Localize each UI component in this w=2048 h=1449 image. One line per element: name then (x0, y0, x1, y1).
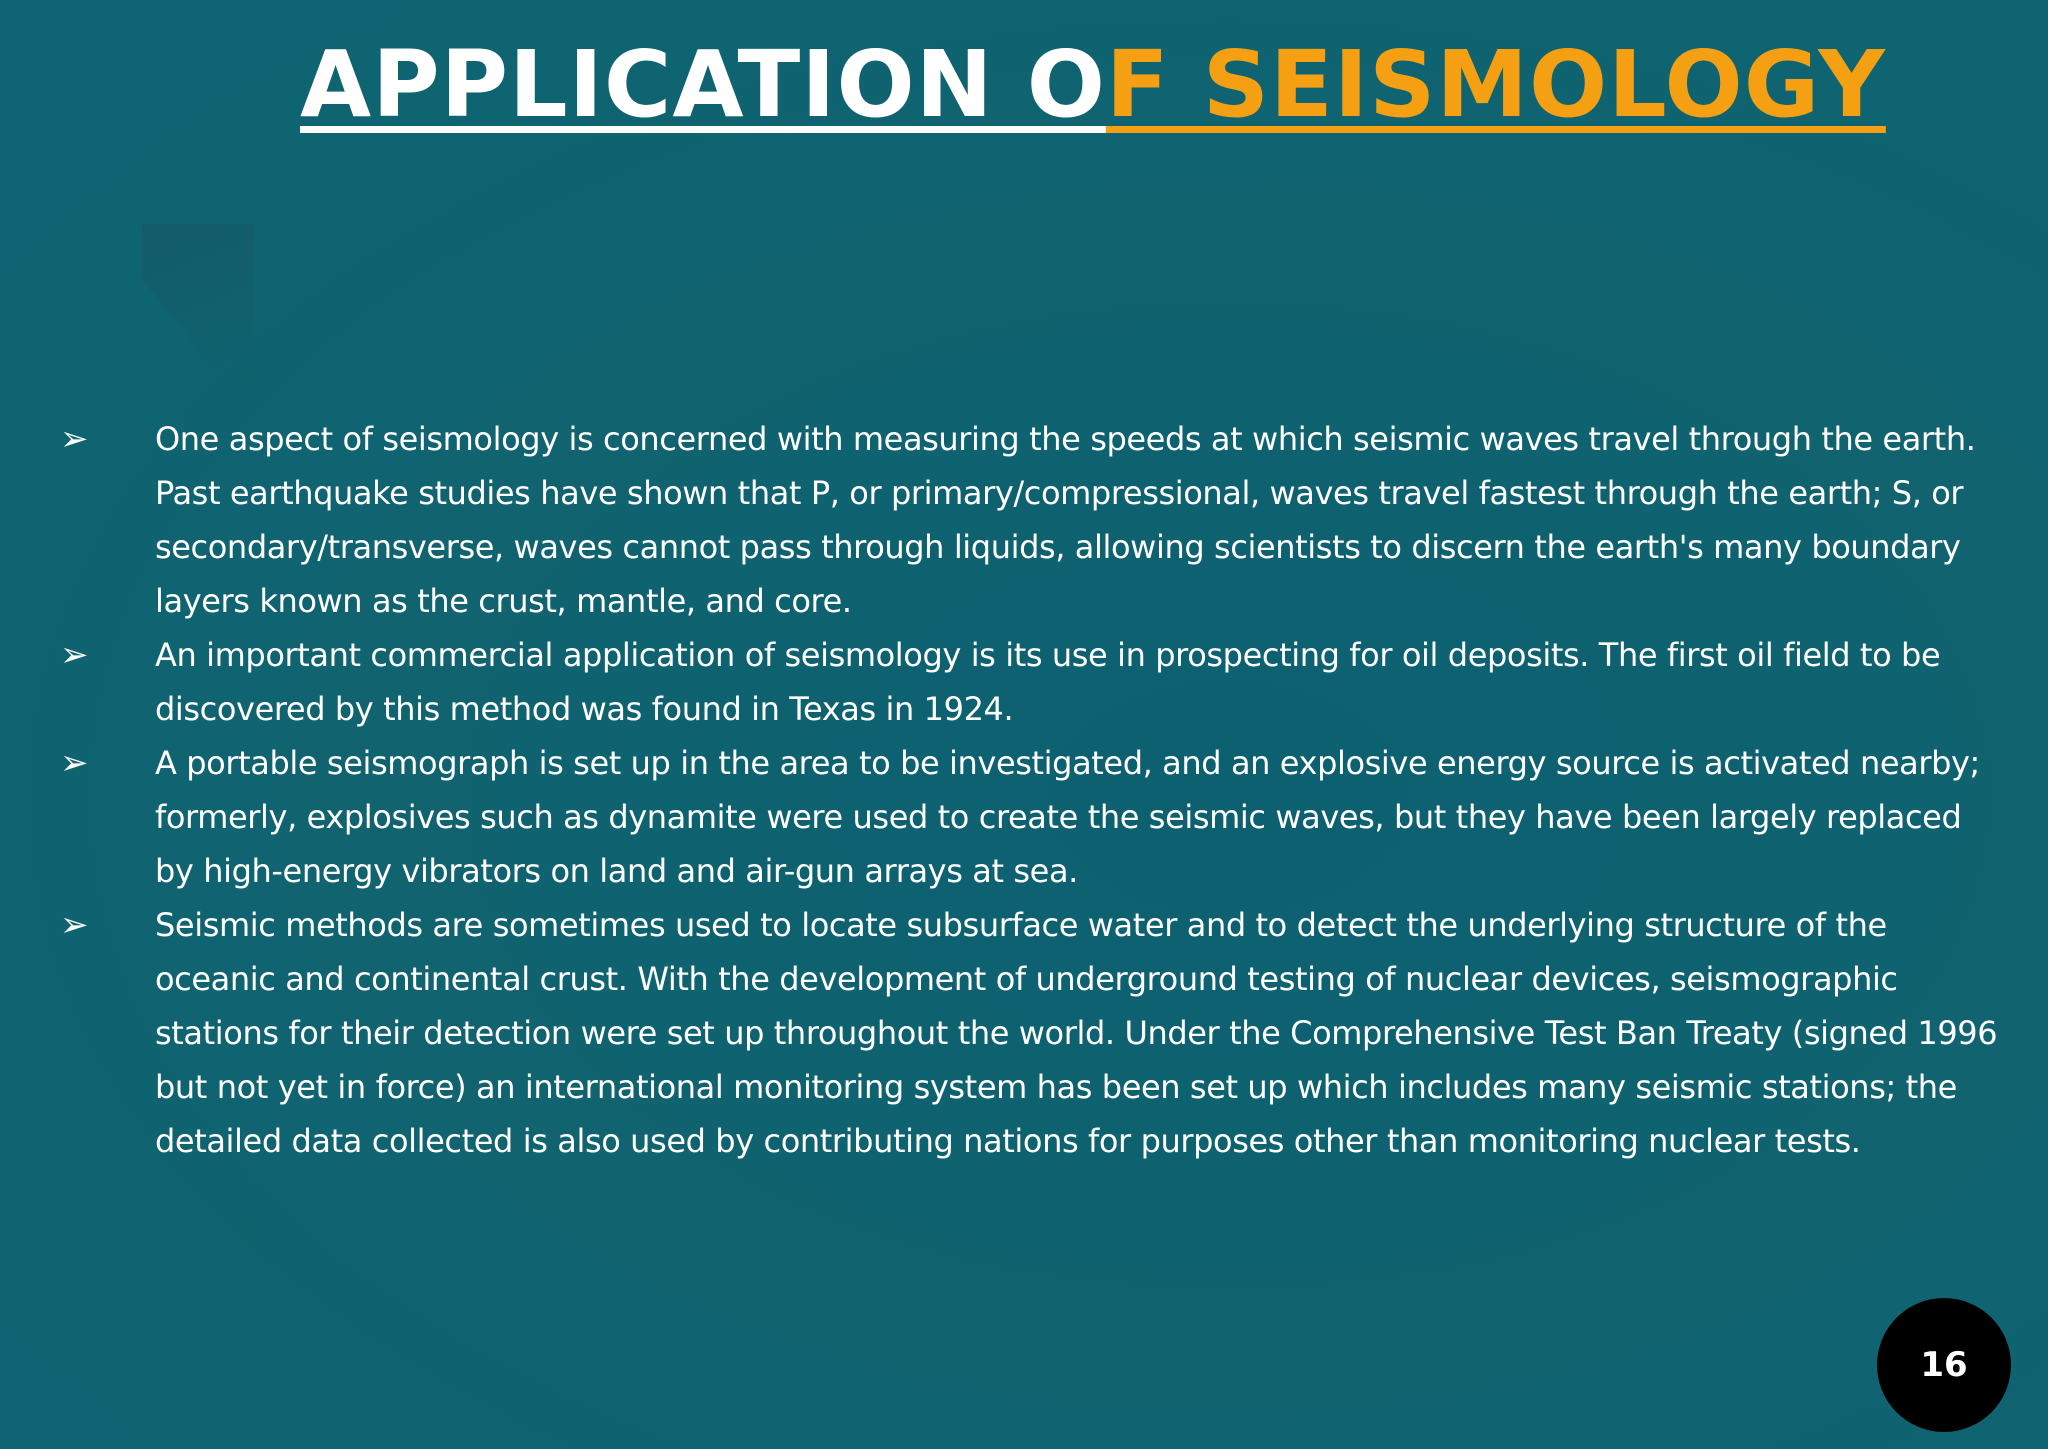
page-number-badge: 16 (1877, 1298, 2011, 1432)
arrowhead-bullet-icon: ➢ (60, 635, 89, 675)
arrowhead-bullet-icon: ➢ (60, 743, 89, 783)
bullet-text: One aspect of seismology is concerned with measuring the speeds at which seismic waves travel through the earth. Past earthquake studies have shown that P, or primary/compressional, waves travel fastest through the earth; S, or secondary/transverse, waves cannot pass through liquids, allowing scientists to discern the earth's many boundary layers known as the crust, mantle, and core. (155, 420, 1976, 620)
slide-title-part1: APPLICATION O (300, 31, 1106, 138)
decorative-shape (142, 224, 254, 362)
bullet-item (60, 628, 2000, 736)
bullet-item (60, 736, 2000, 898)
bullet-text: Seismic methods are sometimes used to locate subsurface water and to detect the underlying structure of the oceanic and continental crust. With the development of underground testing of nuclear devices, seismographic stations for their detection were set up throughout the world. Under the Comprehensive Test Ban Treaty (signed 1996 but not yet in force) an international monitoring system has been set up which includes many seismic stations; the detailed data collected is also used by contributing nations for purposes other than monitoring nuclear tests. (155, 906, 1998, 1160)
bullet-item (60, 898, 2000, 1168)
bullet-text: A portable seismograph is set up in the area to be investigated, and an explosive energy source is activated nearby; formerly, explosives such as dynamite were used to create the seismic waves, but they have been largely replaced by high-energy vibrators on land and air-gun arrays at sea. (155, 744, 1980, 890)
bullet-item (60, 412, 2000, 628)
bullet-text: An important commercial application of seismology is its use in prospecting for oil deposits. The first oil field to be discovered by this method was found in Texas in 1924. (155, 636, 1941, 728)
arrowhead-bullet-icon: ➢ (60, 419, 89, 459)
slide-title-part2: F SEISMOLOGY (1105, 31, 1886, 138)
arrowhead-bullet-icon: ➢ (60, 905, 89, 945)
slide-title (300, 30, 1886, 140)
bullet-list (60, 412, 2000, 1168)
